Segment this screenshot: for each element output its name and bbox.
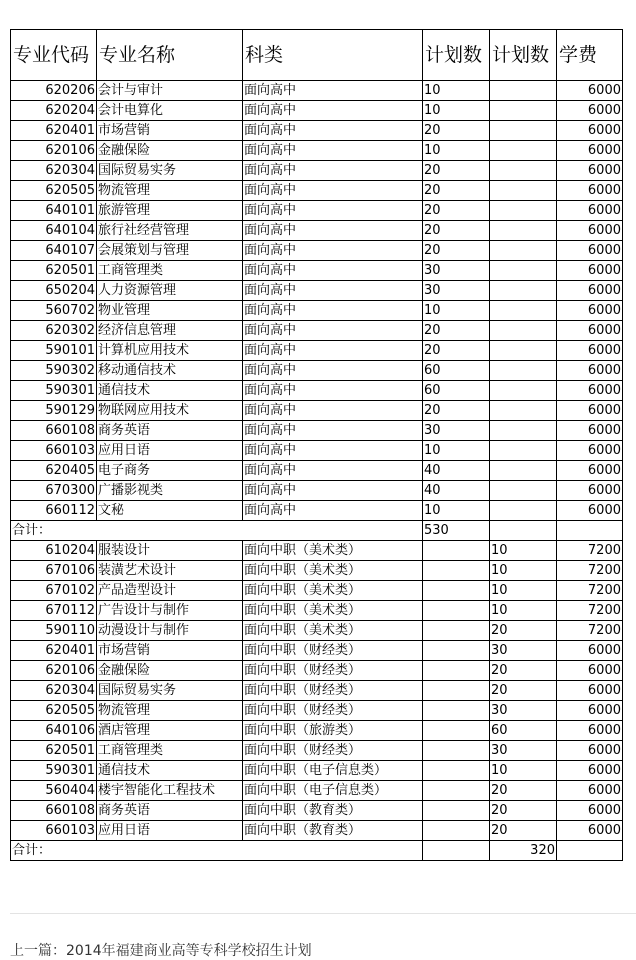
category-cell: 面向高中 (243, 81, 423, 101)
major-name-cell: 电子商务 (97, 461, 243, 481)
plan-count-vocational-cell: 10 (490, 601, 557, 621)
tuition-cell: 6000 (557, 401, 623, 421)
category-cell: 面向高中 (243, 281, 423, 301)
major-name-cell: 经济信息管理 (97, 321, 243, 341)
major-name-cell: 动漫设计与制作 (97, 621, 243, 641)
plan-count-cell: 20 (423, 181, 490, 201)
plan-count-cell (423, 601, 490, 621)
table-row (11, 181, 623, 201)
plan-count-vocational-cell: 30 (490, 741, 557, 761)
major-code-cell: 620401 (11, 121, 97, 141)
tuition-cell: 6000 (557, 141, 623, 161)
plan-count-cell (423, 721, 490, 741)
major-code-cell: 620302 (11, 321, 97, 341)
previous-label: 上一篇： (10, 943, 66, 959)
major-name-cell: 产品造型设计 (97, 581, 243, 601)
category-cell: 面向高中 (243, 301, 423, 321)
major-name-cell: 文秘 (97, 501, 243, 521)
plan-count-cell: 20 (423, 201, 490, 221)
major-name-cell: 物流管理 (97, 181, 243, 201)
table-row (11, 441, 623, 461)
major-code-cell: 620501 (11, 741, 97, 761)
category-cell: 面向高中 (243, 161, 423, 181)
major-name-cell: 国际贸易实务 (97, 161, 243, 181)
major-name-cell: 市场营销 (97, 121, 243, 141)
table-row (11, 141, 623, 161)
major-code-cell: 670112 (11, 601, 97, 621)
plan-count-cell: 10 (423, 501, 490, 521)
tuition-cell: 6000 (557, 821, 623, 841)
table-row (11, 161, 623, 181)
table-row (11, 561, 623, 581)
major-code-cell: 610204 (11, 541, 97, 561)
major-name-cell: 广告设计与制作 (97, 601, 243, 621)
plan-count-vocational-cell (490, 381, 557, 401)
major-name-cell: 旅行社经营管理 (97, 221, 243, 241)
total-empty-cell (490, 521, 557, 541)
high-school-total-section (11, 521, 623, 541)
enrollment-plan-table (10, 29, 623, 861)
major-name-cell: 工商管理类 (97, 261, 243, 281)
category-cell: 面向中职（旅游类） (243, 721, 423, 741)
total-row (11, 841, 623, 861)
major-code-cell: 590301 (11, 381, 97, 401)
table-row (11, 361, 623, 381)
major-name-cell: 旅游管理 (97, 201, 243, 221)
category-cell: 面向高中 (243, 321, 423, 341)
plan-count-cell: 10 (423, 101, 490, 121)
category-cell: 面向中职（电子信息类） (243, 761, 423, 781)
major-code-cell: 660108 (11, 421, 97, 441)
category-cell: 面向高中 (243, 221, 423, 241)
category-cell: 面向中职（财经类） (243, 661, 423, 681)
plan-count-cell: 40 (423, 481, 490, 501)
major-code-cell: 590302 (11, 361, 97, 381)
plan-count-vocational-cell: 20 (490, 801, 557, 821)
category-cell: 面向高中 (243, 461, 423, 481)
category-cell: 面向高中 (243, 101, 423, 121)
table-row (11, 421, 623, 441)
table-row (11, 121, 623, 141)
plan-count-cell (423, 581, 490, 601)
plan-count-cell: 20 (423, 241, 490, 261)
major-code-cell: 640101 (11, 201, 97, 221)
major-code-cell: 620304 (11, 681, 97, 701)
major-code-cell: 590129 (11, 401, 97, 421)
plan-count-vocational-cell (490, 81, 557, 101)
category-cell: 面向中职（教育类） (243, 801, 423, 821)
major-name-cell: 服装设计 (97, 541, 243, 561)
previous-article-title[interactable]: 2014年福建商业高等专科学校招生计划 (66, 943, 312, 959)
major-code-cell: 640107 (11, 241, 97, 261)
plan-count-cell: 10 (423, 441, 490, 461)
plan-count-vocational-cell: 20 (490, 821, 557, 841)
category-cell: 面向中职（财经类） (243, 641, 423, 661)
category-cell: 面向中职（美术类） (243, 581, 423, 601)
major-name-cell: 商务英语 (97, 801, 243, 821)
tuition-cell: 7200 (557, 581, 623, 601)
tuition-cell: 6000 (557, 181, 623, 201)
plan-count-cell: 20 (423, 401, 490, 421)
tuition-cell: 6000 (557, 761, 623, 781)
header-major-code: 专业代码 (11, 30, 97, 81)
plan-count-vocational-cell: 10 (490, 541, 557, 561)
major-code-cell: 620206 (11, 81, 97, 101)
plan-count-cell: 30 (423, 421, 490, 441)
tuition-cell: 6000 (557, 81, 623, 101)
plan-count-cell (423, 621, 490, 641)
table-row (11, 821, 623, 841)
plan-count-cell: 20 (423, 221, 490, 241)
major-code-cell: 620405 (11, 461, 97, 481)
plan-count-cell: 40 (423, 461, 490, 481)
total-empty-cell (557, 841, 623, 861)
plan-count-vocational-cell: 60 (490, 721, 557, 741)
tuition-cell: 6000 (557, 661, 623, 681)
major-code-cell: 660103 (11, 441, 97, 461)
category-cell: 面向中职（电子信息类） (243, 781, 423, 801)
tuition-cell: 6000 (557, 161, 623, 181)
plan-count-cell (423, 701, 490, 721)
major-name-cell: 国际贸易实务 (97, 681, 243, 701)
plan-count-cell: 10 (423, 81, 490, 101)
table-row (11, 601, 623, 621)
category-cell: 面向中职（教育类） (243, 821, 423, 841)
table-row (11, 501, 623, 521)
major-code-cell: 620106 (11, 661, 97, 681)
header-category: 科类 (243, 30, 423, 81)
major-name-cell: 计算机应用技术 (97, 341, 243, 361)
total-label: 合计： (11, 521, 423, 541)
tuition-cell: 6000 (557, 641, 623, 661)
category-cell: 面向高中 (243, 421, 423, 441)
major-name-cell: 商务英语 (97, 421, 243, 441)
plan-count-cell (423, 741, 490, 761)
plan-count-cell (423, 761, 490, 781)
plan-count-cell: 10 (423, 301, 490, 321)
vocational-total-section (11, 841, 623, 861)
category-cell: 面向高中 (243, 241, 423, 261)
major-code-cell: 640104 (11, 221, 97, 241)
category-cell: 面向高中 (243, 381, 423, 401)
plan-count-cell: 20 (423, 341, 490, 361)
plan-count-cell (423, 801, 490, 821)
tuition-cell: 7200 (557, 541, 623, 561)
major-name-cell: 工商管理类 (97, 741, 243, 761)
tuition-cell: 6000 (557, 781, 623, 801)
table-row (11, 261, 623, 281)
category-cell: 面向中职（美术类） (243, 601, 423, 621)
tuition-cell: 6000 (557, 101, 623, 121)
major-name-cell: 会计电算化 (97, 101, 243, 121)
table-row (11, 641, 623, 661)
table-row (11, 221, 623, 241)
plan-count-vocational-cell: 20 (490, 621, 557, 641)
plan-count-vocational-cell (490, 141, 557, 161)
table-row (11, 741, 623, 761)
major-code-cell: 650204 (11, 281, 97, 301)
category-cell: 面向高中 (243, 201, 423, 221)
table-row (11, 801, 623, 821)
category-cell: 面向高中 (243, 501, 423, 521)
plan-count-vocational-cell: 20 (490, 681, 557, 701)
header-tuition: 学费 (557, 30, 623, 81)
table-row (11, 241, 623, 261)
category-cell: 面向高中 (243, 481, 423, 501)
tuition-cell: 6000 (557, 701, 623, 721)
table-row (11, 401, 623, 421)
tuition-cell: 6000 (557, 121, 623, 141)
tuition-cell: 6000 (557, 721, 623, 741)
category-cell: 面向中职（财经类） (243, 681, 423, 701)
plan-count-vocational-cell: 20 (490, 781, 557, 801)
previous-article-link[interactable] (10, 940, 312, 960)
tuition-cell: 6000 (557, 381, 623, 401)
plan-count-cell: 10 (423, 141, 490, 161)
plan-count-cell: 30 (423, 261, 490, 281)
major-code-cell: 620401 (11, 641, 97, 661)
table-row (11, 541, 623, 561)
category-cell: 面向中职（财经类） (243, 741, 423, 761)
plan-count-cell: 20 (423, 121, 490, 141)
major-name-cell: 金融保险 (97, 661, 243, 681)
category-cell: 面向高中 (243, 361, 423, 381)
major-name-cell: 物流管理 (97, 701, 243, 721)
tuition-cell: 6000 (557, 321, 623, 341)
table-row (11, 481, 623, 501)
tuition-cell: 6000 (557, 301, 623, 321)
plan-count-cell (423, 561, 490, 581)
tuition-cell: 6000 (557, 481, 623, 501)
major-code-cell: 590110 (11, 621, 97, 641)
plan-count-cell (423, 641, 490, 661)
plan-count-vocational-cell: 30 (490, 641, 557, 661)
table-row (11, 781, 623, 801)
major-code-cell: 660108 (11, 801, 97, 821)
table-row (11, 201, 623, 221)
major-name-cell: 市场营销 (97, 641, 243, 661)
tuition-cell: 6000 (557, 261, 623, 281)
category-cell: 面向高中 (243, 441, 423, 461)
category-cell: 面向高中 (243, 401, 423, 421)
plan-count-vocational-cell (490, 301, 557, 321)
plan-count-vocational-cell (490, 241, 557, 261)
total-empty-cell (557, 521, 623, 541)
major-code-cell: 670300 (11, 481, 97, 501)
major-code-cell: 660112 (11, 501, 97, 521)
major-code-cell: 590301 (11, 761, 97, 781)
major-code-cell: 620204 (11, 101, 97, 121)
plan-count-vocational-cell: 10 (490, 581, 557, 601)
major-code-cell: 640106 (11, 721, 97, 741)
table-row (11, 721, 623, 741)
major-name-cell: 通信技术 (97, 381, 243, 401)
category-cell: 面向中职（财经类） (243, 701, 423, 721)
category-cell: 面向高中 (243, 341, 423, 361)
category-cell: 面向中职（美术类） (243, 541, 423, 561)
plan-count-cell: 20 (423, 161, 490, 181)
major-code-cell: 590101 (11, 341, 97, 361)
plan-count-cell (423, 821, 490, 841)
tuition-cell: 6000 (557, 501, 623, 521)
table-row (11, 301, 623, 321)
major-name-cell: 人力资源管理 (97, 281, 243, 301)
major-name-cell: 会展策划与管理 (97, 241, 243, 261)
header-plan-count-vocational: 计划数 (490, 30, 557, 81)
plan-count-vocational-cell (490, 281, 557, 301)
major-code-cell: 620505 (11, 701, 97, 721)
total-label: 合计： (11, 841, 423, 861)
divider (10, 913, 636, 914)
plan-count-cell: 20 (423, 321, 490, 341)
major-code-cell: 660103 (11, 821, 97, 841)
tuition-cell: 7200 (557, 601, 623, 621)
table-row (11, 701, 623, 721)
tuition-cell: 6000 (557, 441, 623, 461)
high-school-section (11, 81, 623, 521)
tuition-cell: 7200 (557, 561, 623, 581)
header-major-name: 专业名称 (97, 30, 243, 81)
major-code-cell: 620505 (11, 181, 97, 201)
tuition-cell: 6000 (557, 461, 623, 481)
plan-count-cell (423, 661, 490, 681)
plan-count-vocational-cell (490, 181, 557, 201)
major-name-cell: 物联网应用技术 (97, 401, 243, 421)
table-row (11, 321, 623, 341)
category-cell: 面向高中 (243, 141, 423, 161)
plan-count-vocational-cell (490, 421, 557, 441)
plan-count-vocational-cell (490, 321, 557, 341)
plan-count-vocational-cell (490, 121, 557, 141)
major-name-cell: 广播影视类 (97, 481, 243, 501)
tuition-cell: 6000 (557, 241, 623, 261)
plan-count-vocational-cell (490, 361, 557, 381)
table-row (11, 341, 623, 361)
plan-count-cell: 30 (423, 281, 490, 301)
major-name-cell: 应用日语 (97, 821, 243, 841)
plan-count-vocational-cell (490, 441, 557, 461)
tuition-cell: 6000 (557, 421, 623, 441)
plan-count-vocational-cell: 10 (490, 761, 557, 781)
plan-count-cell: 60 (423, 381, 490, 401)
plan-count-vocational-cell (490, 261, 557, 281)
table-row (11, 461, 623, 481)
table-row (11, 381, 623, 401)
table-header-row (11, 30, 623, 81)
table-row (11, 661, 623, 681)
plan-count-vocational-cell (490, 101, 557, 121)
table-row (11, 621, 623, 641)
table-row (11, 281, 623, 301)
plan-count-vocational-cell (490, 501, 557, 521)
total-plan-count: 530 (423, 521, 490, 541)
category-cell: 面向中职（美术类） (243, 621, 423, 641)
plan-count-cell (423, 781, 490, 801)
major-name-cell: 物业管理 (97, 301, 243, 321)
plan-count-vocational-cell (490, 461, 557, 481)
major-name-cell: 移动通信技术 (97, 361, 243, 381)
tuition-cell: 6000 (557, 681, 623, 701)
plan-count-vocational-cell (490, 201, 557, 221)
plan-count-vocational-cell (490, 401, 557, 421)
tuition-cell: 6000 (557, 221, 623, 241)
header-plan-count-high-school: 计划数 (423, 30, 490, 81)
category-cell: 面向高中 (243, 181, 423, 201)
table-row (11, 81, 623, 101)
table-row (11, 581, 623, 601)
major-code-cell: 560702 (11, 301, 97, 321)
major-code-cell: 620501 (11, 261, 97, 281)
major-code-cell: 560404 (11, 781, 97, 801)
plan-count-vocational-cell: 10 (490, 561, 557, 581)
plan-count-vocational-cell (490, 161, 557, 181)
category-cell: 面向中职（美术类） (243, 561, 423, 581)
total-empty-cell (423, 841, 490, 861)
tuition-cell: 7200 (557, 621, 623, 641)
tuition-cell: 6000 (557, 341, 623, 361)
plan-count-cell (423, 681, 490, 701)
table-row (11, 681, 623, 701)
tuition-cell: 6000 (557, 201, 623, 221)
tuition-cell: 6000 (557, 801, 623, 821)
plan-count-vocational-cell: 30 (490, 701, 557, 721)
category-cell: 面向高中 (243, 261, 423, 281)
tuition-cell: 6000 (557, 361, 623, 381)
tuition-cell: 6000 (557, 281, 623, 301)
table-row (11, 101, 623, 121)
total-row (11, 521, 623, 541)
major-code-cell: 670102 (11, 581, 97, 601)
major-name-cell: 楼宇智能化工程技术 (97, 781, 243, 801)
vocational-section (11, 541, 623, 841)
plan-count-vocational-cell (490, 481, 557, 501)
category-cell: 面向高中 (243, 121, 423, 141)
major-name-cell: 金融保险 (97, 141, 243, 161)
plan-count-vocational-cell (490, 221, 557, 241)
plan-count-vocational-cell (490, 341, 557, 361)
major-name-cell: 应用日语 (97, 441, 243, 461)
major-code-cell: 620106 (11, 141, 97, 161)
plan-count-vocational-cell: 20 (490, 661, 557, 681)
plan-count-cell (423, 541, 490, 561)
major-name-cell: 装潢艺术设计 (97, 561, 243, 581)
major-name-cell: 会计与审计 (97, 81, 243, 101)
table-row (11, 761, 623, 781)
major-code-cell: 620304 (11, 161, 97, 181)
total-plan-count: 320 (490, 841, 557, 861)
tuition-cell: 6000 (557, 741, 623, 761)
major-name-cell: 通信技术 (97, 761, 243, 781)
plan-count-cell: 60 (423, 361, 490, 381)
major-name-cell: 酒店管理 (97, 721, 243, 741)
major-code-cell: 670106 (11, 561, 97, 581)
